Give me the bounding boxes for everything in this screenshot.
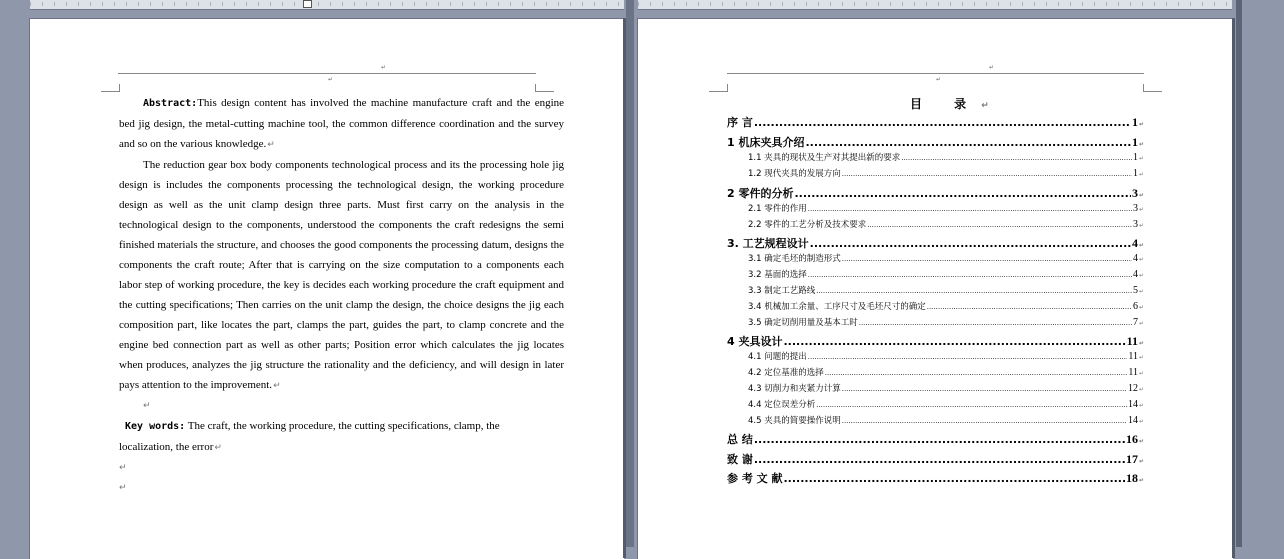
toc-entry-title: 2.1 零件的作用 xyxy=(748,204,807,214)
toc-entry-title: 3.2 基面的选择 xyxy=(748,270,807,280)
toc-page-number: 4 xyxy=(1131,236,1138,250)
ruler-ticks xyxy=(30,2,624,6)
text-line: processing datum, designs the components the craft route; After that is carrying on the size xyxy=(119,239,565,271)
toc-page-number: 11 xyxy=(1126,334,1138,348)
empty-paragraph xyxy=(119,478,564,498)
toc-entry[interactable] xyxy=(748,382,1144,394)
toc-page-number: 16 xyxy=(1125,432,1138,446)
toc-leader-dots xyxy=(859,319,1132,327)
toc-entry-title: 3.5 确定切削用量及基本工时 xyxy=(748,318,858,328)
keywords-paragraph-cont xyxy=(119,437,564,458)
horizontal-ruler-right[interactable] xyxy=(638,0,1232,10)
text-line: analysis in the technological design to the components, understood the components the craft xyxy=(119,199,564,231)
paragraph-mark: ↵ xyxy=(1138,320,1144,327)
text-line: working procedure the craft equipment and the cutting specifications; Then carries on the xyxy=(119,279,565,311)
text-line: localization, the error xyxy=(119,441,214,453)
abstract-body[interactable] xyxy=(119,93,564,498)
text-line: unit clamp the design, the choice designs the jig each composition part, like locates the part, xyxy=(119,299,564,331)
toc-entry-title: 2 零件的分析 xyxy=(727,187,794,200)
paragraph-mark: ↵ xyxy=(1138,272,1144,279)
text-line: clamps the part, guides the part, to clamp concrete and the engine bed connection part as xyxy=(119,319,564,351)
toc-entry-title: 1.1 夹具的现状及生产对其提出新的要求 xyxy=(748,153,901,163)
text-line: This design content has involved the machine manufacture craft and the xyxy=(197,97,531,109)
paragraph-mark: ↵ xyxy=(1138,206,1144,213)
toc-page-number: 4 xyxy=(1132,253,1138,264)
toc-entry[interactable] xyxy=(748,151,1144,163)
text-line: computation to a components each labor step of working procedure, the key is decides each xyxy=(119,259,565,291)
text-line: redesigns the semi finished materials the structure, and chooses the good components the xyxy=(119,219,564,251)
paragraph-mark: ↵ xyxy=(1138,438,1144,445)
toc-entry-title: 序 言 xyxy=(727,116,753,129)
page-shadow xyxy=(1232,18,1235,558)
toc-entry-title: 3.1 确定毛坯的制造形式 xyxy=(748,254,841,264)
toc-leader-dots xyxy=(808,353,1128,361)
toc-page-number: 1 xyxy=(1131,115,1138,129)
paragraph-mark: ↵ xyxy=(1138,370,1144,377)
toc-leader-dots xyxy=(754,433,1125,446)
abstract-paragraph-1 xyxy=(119,93,564,155)
toc-leader-dots xyxy=(816,287,1132,295)
paragraph-mark: ↵ xyxy=(1138,304,1144,311)
paragraph-mark: ↵ xyxy=(1138,402,1144,409)
paragraph-mark: ↵ xyxy=(267,140,275,150)
toc-entry-title: 3.4 机械加工余量、工序尺寸及毛坯尺寸的确定 xyxy=(748,302,926,312)
toc-entry[interactable] xyxy=(748,268,1144,280)
ruler-ticks xyxy=(638,2,1232,6)
toc-page-number: 3 xyxy=(1132,203,1138,214)
paragraph-mark: ↵ xyxy=(1138,477,1144,484)
toc-entry[interactable] xyxy=(748,202,1144,214)
paragraph-mark: ↵ xyxy=(1138,340,1144,347)
toc-page-number: 14 xyxy=(1127,399,1138,410)
toc-leader-dots xyxy=(808,271,1132,279)
text-line: engine bed jig design, the metal-cutting machine tool, the common difference coordination xyxy=(119,97,565,130)
toc-page-number: 7 xyxy=(1132,317,1138,328)
paragraph-mark: ↵ xyxy=(1138,458,1144,465)
paragraph-mark: ↵ xyxy=(143,401,151,411)
indent-marker[interactable] xyxy=(303,0,312,8)
header-line xyxy=(118,73,536,74)
toc-entry-title: 1.2 现代夹具的发展方向 xyxy=(748,169,841,179)
toc-entry-title: 总 结 xyxy=(727,433,753,446)
header-paragraph-mark: ↵ xyxy=(381,64,387,71)
toc-entry-title: 3.3 制定工艺路线 xyxy=(748,286,816,296)
page-shadow xyxy=(623,18,626,558)
empty-paragraph xyxy=(119,396,564,416)
toc-entry[interactable] xyxy=(727,451,1144,467)
paragraph-mark: ↵ xyxy=(1138,141,1144,148)
text-line: The craft, the working procedure, the cutting specifications, clamp, the xyxy=(187,420,500,432)
paragraph-mark: ↵ xyxy=(1138,242,1144,249)
toc-page-number: 1 xyxy=(1132,152,1138,163)
header-paragraph-mark: ↵ xyxy=(328,76,334,83)
text-line: and the survey and so on the various knowledge. xyxy=(119,118,564,150)
toc-leader-dots xyxy=(842,255,1132,263)
toc-page-number: 3 xyxy=(1132,219,1138,230)
toc-entry-title: 致 谢 xyxy=(727,453,753,466)
empty-paragraph xyxy=(119,458,564,478)
text-line: the jig structure the rationality and the deficiency, and will design in later pays attention to xyxy=(119,359,565,391)
toc-leader-dots xyxy=(794,187,1130,200)
toc-leader-dots xyxy=(842,385,1127,393)
toc-entry[interactable] xyxy=(748,316,1144,328)
text-line: hole jig design is includes the components processing the technological design, the working xyxy=(119,159,565,191)
toc-page-number: 17 xyxy=(1125,452,1138,466)
toc-page-number: 11 xyxy=(1128,367,1138,378)
margin-corner-mark xyxy=(535,84,554,92)
toc-entry[interactable] xyxy=(727,333,1144,349)
text-line: The reduction gear box body components technological process and its the processing xyxy=(143,159,527,171)
toc-heading xyxy=(910,95,989,112)
paragraph-mark: ↵ xyxy=(119,483,127,493)
toc-leader-dots xyxy=(754,453,1125,466)
toc-page-number: 12 xyxy=(1127,383,1138,394)
toc-page-number: 14 xyxy=(1127,415,1138,426)
toc-entry[interactable] xyxy=(748,218,1144,230)
toc-leader-dots xyxy=(816,401,1127,409)
toc-entry-title: 4 夹具设计 xyxy=(727,335,783,348)
toc-page-number: 1 xyxy=(1131,135,1138,149)
toc-entry-title: 4.5 夹具的简要操作说明 xyxy=(748,416,841,426)
toc-heading-text: 目 录 xyxy=(910,97,981,111)
paragraph-mark: ↵ xyxy=(1138,222,1144,229)
paragraph-mark: ↵ xyxy=(1138,354,1144,361)
paragraph-mark: ↵ xyxy=(1138,171,1144,178)
paragraph-mark: ↵ xyxy=(1138,418,1144,425)
margin-corner-mark xyxy=(1143,84,1162,92)
horizontal-ruler-left[interactable] xyxy=(30,0,624,10)
toc-page-number: 18 xyxy=(1125,471,1138,485)
abstract-label: Abstract: xyxy=(143,98,198,109)
toc-leader-dots xyxy=(842,417,1127,425)
paragraph-mark: ↵ xyxy=(273,381,281,391)
toc-entry[interactable] xyxy=(727,185,1144,201)
paragraph-mark: ↵ xyxy=(1138,256,1144,263)
paragraph-mark: ↵ xyxy=(1138,288,1144,295)
toc-entry[interactable] xyxy=(748,167,1144,179)
toc-entry[interactable] xyxy=(748,300,1144,312)
toc-entry[interactable] xyxy=(748,350,1144,362)
paragraph-mark: ↵ xyxy=(1138,121,1144,128)
toc-leader-dots xyxy=(808,205,1132,213)
header-paragraph-mark: ↵ xyxy=(989,64,995,71)
toc-entry[interactable] xyxy=(748,284,1144,296)
paragraph-mark: ↵ xyxy=(1138,155,1144,162)
toc-entry-title: 4.4 定位误差分析 xyxy=(748,400,816,410)
text-line: the improvement. xyxy=(194,379,273,391)
toc-leader-dots xyxy=(783,335,1125,348)
toc-page-number: 11 xyxy=(1128,351,1138,362)
toc-entry[interactable] xyxy=(727,235,1144,251)
toc-entry[interactable] xyxy=(748,366,1144,378)
toc-entry-title: 2.2 零件的工艺分析及技术要求 xyxy=(748,220,867,230)
header-paragraph-mark: ↵ xyxy=(936,76,942,83)
toc-entry-title: 1 机床夹具介绍 xyxy=(727,136,805,149)
paragraph-mark: ↵ xyxy=(1138,386,1144,393)
toc-entry[interactable] xyxy=(727,431,1144,447)
toc-entry-title: 4.2 定位基准的选择 xyxy=(748,368,824,378)
paragraph-mark: ↵ xyxy=(1138,192,1144,199)
toc-entry-title: 4.1 问题的提出 xyxy=(748,352,807,362)
toc-page-number: 5 xyxy=(1132,285,1138,296)
toc-entry-title: 参 考 文 献 xyxy=(727,472,783,485)
toc-leader-dots xyxy=(901,154,1132,162)
toc-entry[interactable] xyxy=(748,414,1144,426)
keywords-paragraph xyxy=(119,416,564,437)
toc-leader-dots xyxy=(927,303,1132,311)
toc-page-number: 1 xyxy=(1132,168,1138,179)
toc-entry[interactable] xyxy=(727,114,1144,130)
toc-entry-title: 4.3 切削力和夹紧力计算 xyxy=(748,384,841,394)
paragraph-mark: ↵ xyxy=(214,443,222,453)
toc-leader-dots xyxy=(842,170,1132,178)
text-line: well as other parts; Position error which calculates the jig locates when produces, analyzes xyxy=(119,339,565,371)
toc-page-number: 4 xyxy=(1132,269,1138,280)
toc-entry[interactable] xyxy=(748,398,1144,410)
toc-entry[interactable] xyxy=(727,134,1144,150)
toc-leader-dots xyxy=(867,221,1132,229)
toc-leader-dots xyxy=(805,136,1130,149)
paragraph-mark: ↵ xyxy=(981,101,989,111)
header-line xyxy=(727,73,1144,74)
paragraph-mark: ↵ xyxy=(119,463,127,473)
toc-entry-title: 3. 工艺规程设计 xyxy=(727,237,809,250)
text-line: procedure design as well as the unit clamp design three parts. Must first carry on the xyxy=(119,179,565,211)
toc-entry[interactable] xyxy=(748,252,1144,264)
margin-corner-mark xyxy=(101,84,120,92)
abstract-paragraph-2 xyxy=(119,155,564,396)
toc-page-number: 3 xyxy=(1131,186,1138,200)
page-gap xyxy=(626,0,634,547)
toc-leader-dots xyxy=(810,237,1131,250)
toc-leader-dots xyxy=(825,369,1128,377)
toc-entry[interactable] xyxy=(727,470,1144,486)
margin-corner-mark xyxy=(709,84,728,92)
toc-page-number: 6 xyxy=(1132,301,1138,312)
toc-leader-dots xyxy=(784,472,1125,485)
vertical-scroll-edge[interactable] xyxy=(1236,0,1242,547)
toc-leader-dots xyxy=(754,116,1131,129)
keywords-label: Key words: xyxy=(125,421,186,432)
